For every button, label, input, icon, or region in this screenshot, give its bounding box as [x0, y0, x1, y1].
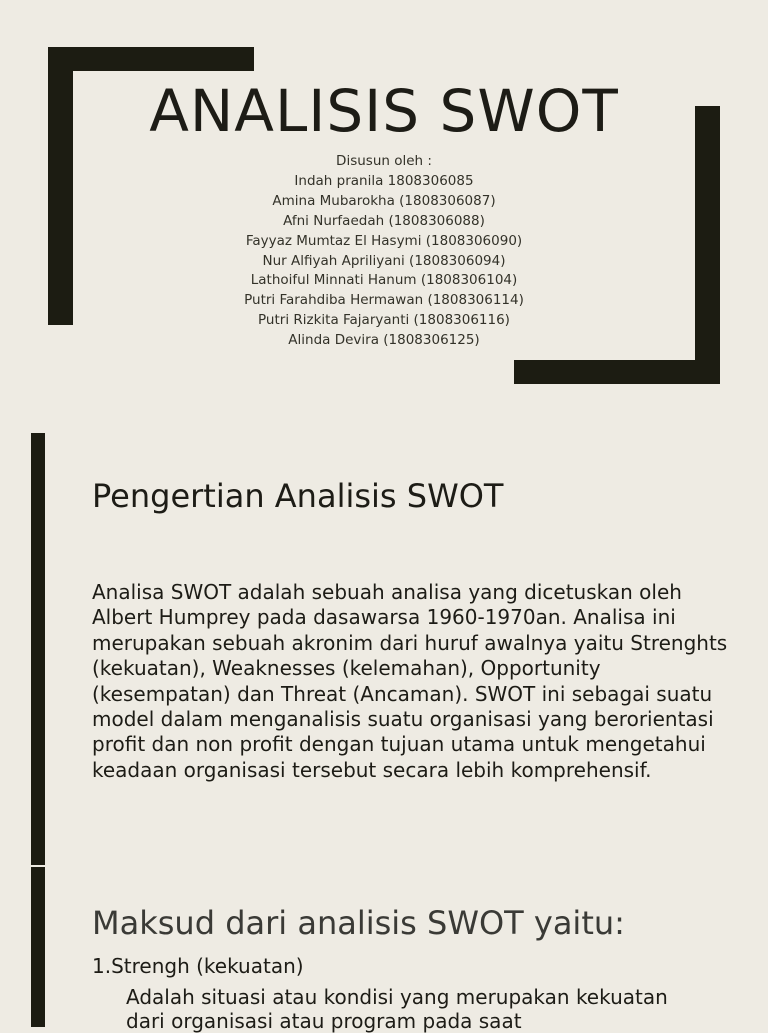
- author-line: Indah pranila 1808306085: [294, 172, 474, 189]
- slide2-body: Analisa SWOT adalah sebuah analisa yang dicetuskan oleh Albert Humprey pada dasawarsa 1960-1970an. Analisa ini merupakan sebuah akronim dari huruf awalnya yaitu Strenghts (kekuatan), Weaknesses (kelemahan), Opportunity (kesempatan) dan Threat (Ancaman). SWOT ini sebagai suatu model dalam menganalisis suatu organisasi yang berorientasi profit dan non profit dengan tujuan utama untuk mengetahui keadaan organisasi tersebut secara lebih komprehensif.: [92, 580, 728, 782]
- author-line: Alinda Devira (1808306125): [288, 332, 480, 349]
- slide-title: ANALISIS SWOT: [149, 77, 619, 145]
- slide3-heading: Maksud dari analisis SWOT yaitu:: [92, 904, 625, 942]
- corner-frame-bottom-right-horizontal: [514, 360, 720, 384]
- author-line: Putri Farahdiba Hermawan (1808306114): [244, 292, 524, 309]
- slide2-accent-bar: [31, 433, 45, 865]
- author-line: Fayyaz Mumtaz El Hasymi (1808306090): [245, 232, 523, 249]
- list-item-strength: 1.Strengh (kekuatan): [92, 954, 304, 978]
- corner-frame-top-left-horizontal: [48, 47, 254, 71]
- author-list: [0, 152, 768, 351]
- list-item-strength-description: Adalah situasi atau kondisi yang merupakan kekuatan dari organisasi atau program pada saat: [126, 985, 668, 1033]
- authors-caption: Disusun oleh :: [336, 153, 432, 169]
- slide2-heading: Pengertian Analisis SWOT: [92, 477, 504, 515]
- author-line: Lathoiful Minnati Hanum (1808306104): [250, 272, 518, 289]
- author-line: Amina Mubarokha (1808306087): [272, 192, 496, 209]
- author-line: Nur Alfiyah Apriliyani (1808306094): [262, 252, 506, 269]
- slide3-accent-bar: [31, 867, 45, 1027]
- author-line: Afni Nurfaedah (1808306088): [283, 212, 485, 229]
- title-slide: [0, 0, 768, 415]
- author-line: Putri Rizkita Fajaryanti (1808306116): [258, 312, 510, 329]
